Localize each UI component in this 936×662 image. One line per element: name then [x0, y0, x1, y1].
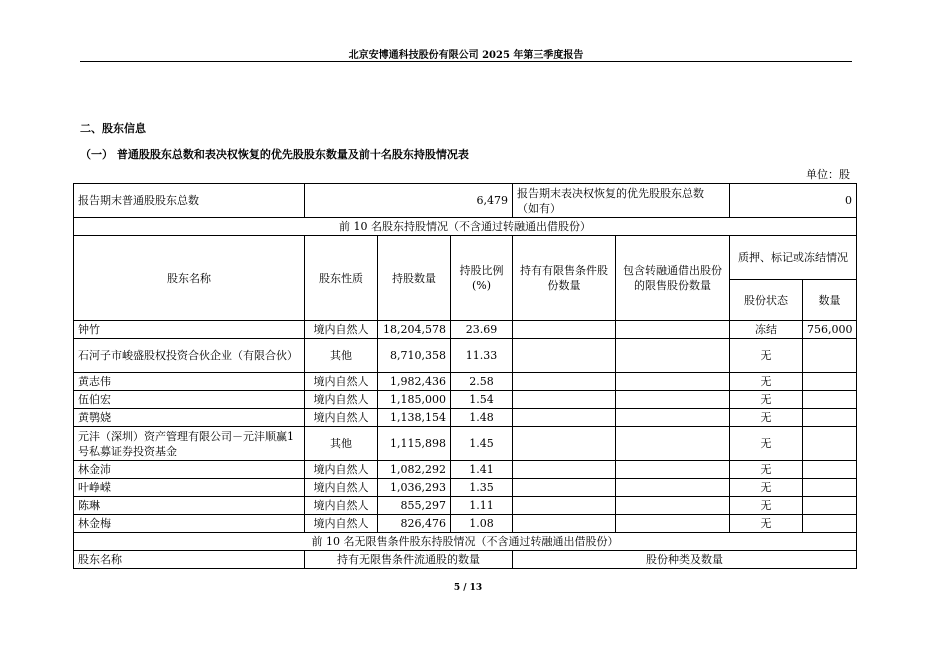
shareholder-ratio: 1.48 — [451, 409, 513, 427]
shareholder-lent — [616, 497, 730, 515]
shareholder-lent — [616, 339, 730, 373]
col-header-nature: 股东性质 — [305, 236, 378, 321]
col-header-lent: 包含转融通借出股份的限售股份数量 — [616, 236, 730, 321]
shareholder-lent — [616, 427, 730, 461]
shareholder-ratio: 1.11 — [451, 497, 513, 515]
shareholder-nature: 境内自然人 — [305, 373, 378, 391]
shareholder-nature: 其他 — [305, 339, 378, 373]
shareholder-shares: 18,204,578 — [378, 321, 451, 339]
col-header-pledge: 质押、标记或冻结情况 — [730, 236, 857, 280]
table-row — [74, 497, 857, 515]
pledge-status: 无 — [730, 373, 803, 391]
shareholder-ratio: 1.45 — [451, 427, 513, 461]
unrestricted-col-name: 股东名称 — [74, 551, 305, 569]
shareholder-shares: 1,036,293 — [378, 479, 451, 497]
pledge-qty — [803, 373, 857, 391]
col-header-ratio: 持股比例(%) — [451, 236, 513, 321]
table-row — [74, 427, 857, 461]
pledge-qty — [803, 391, 857, 409]
unrestricted-caption: 前 10 名无限售条件股东持股情况（不含通过转融通出借股份） — [74, 533, 857, 551]
pledge-qty: 756,000 — [803, 321, 857, 339]
shareholder-ratio: 1.41 — [451, 461, 513, 479]
unit-label: 单位：股 — [806, 168, 850, 181]
shareholder-shares: 1,138,154 — [378, 409, 451, 427]
shareholder-name: 钟竹 — [74, 321, 305, 339]
pledge-qty — [803, 339, 857, 373]
pledge-qty — [803, 479, 857, 497]
shareholder-nature: 境内自然人 — [305, 479, 378, 497]
pledge-status: 无 — [730, 339, 803, 373]
shareholder-nature: 境内自然人 — [305, 409, 378, 427]
top10-header-row — [74, 236, 857, 280]
shareholder-lent — [616, 321, 730, 339]
shareholder-ratio: 1.54 — [451, 391, 513, 409]
shareholder-name: 叶峥嵘 — [74, 479, 305, 497]
total-common-holders-value: 6,479 — [305, 184, 513, 218]
shareholder-name: 林金沛 — [74, 461, 305, 479]
table-row — [74, 409, 857, 427]
shareholder-nature: 境内自然人 — [305, 321, 378, 339]
shareholder-nature: 其他 — [305, 427, 378, 461]
shareholder-name: 黄志伟 — [74, 373, 305, 391]
unrestricted-col-type: 股份种类及数量 — [513, 551, 857, 569]
shareholder-nature: 境内自然人 — [305, 461, 378, 479]
table-row — [74, 321, 857, 339]
shareholder-restricted — [513, 339, 616, 373]
pledge-status: 冻结 — [730, 321, 803, 339]
shareholder-shares: 8,710,358 — [378, 339, 451, 373]
pledge-qty — [803, 497, 857, 515]
col-header-shares: 持股数量 — [378, 236, 451, 321]
page-number: 5 / 13 — [453, 583, 483, 593]
shareholder-restricted — [513, 373, 616, 391]
col-header-restricted: 持有有限售条件股份数量 — [513, 236, 616, 321]
shareholder-nature: 境内自然人 — [305, 391, 378, 409]
pledge-status: 无 — [730, 391, 803, 409]
shareholder-lent — [616, 373, 730, 391]
shareholder-restricted — [513, 515, 616, 533]
shareholder-name: 黄鹗娆 — [74, 409, 305, 427]
pledge-qty — [803, 427, 857, 461]
pref-holders-value: 0 — [730, 184, 857, 218]
shareholder-restricted — [513, 497, 616, 515]
shareholder-name: 元沣（深圳）资产管理有限公司－元沣顺赢1 号私募证券投资基金 — [74, 427, 305, 461]
header-divider — [80, 61, 852, 62]
shareholder-ratio: 11.33 — [451, 339, 513, 373]
report-header-title: 北京安博通科技股份有限公司 2025 年第三季度报告 — [348, 50, 584, 61]
pledge-status: 无 — [730, 515, 803, 533]
table-row — [74, 515, 857, 533]
total-common-holders-label: 报告期末普通股股东总数 — [74, 184, 305, 218]
shareholder-restricted — [513, 409, 616, 427]
pledge-status: 无 — [730, 409, 803, 427]
shareholder-shares: 826,476 — [378, 515, 451, 533]
col-header-pledge-qty: 数量 — [803, 280, 857, 321]
shareholder-shares: 1,082,292 — [378, 461, 451, 479]
section-subtitle: （一） 普通股股东总数和表决权恢复的优先股股东数量及前十名股东持股情况表 — [80, 148, 469, 161]
unrestricted-col-shares: 持有无限售条件流通股的数量 — [305, 551, 513, 569]
top10-caption: 前 10 名股东持股情况（不含通过转融通出借股份） — [74, 218, 857, 236]
table-row — [74, 461, 857, 479]
pledge-qty — [803, 409, 857, 427]
shareholder-name: 陈琳 — [74, 497, 305, 515]
shareholder-lent — [616, 515, 730, 533]
unrestricted-header-row — [74, 551, 857, 569]
shareholder-restricted — [513, 321, 616, 339]
shareholder-name: 石河子市峻盛股权投资合伙企业（有限合伙） — [74, 339, 305, 373]
pref-holders-label: 报告期末表决权恢复的优先股股东总数（如有） — [513, 184, 730, 218]
col-header-pledge-status: 股份状态 — [730, 280, 803, 321]
shareholder-shares: 1,185,000 — [378, 391, 451, 409]
pledge-status: 无 — [730, 461, 803, 479]
pledge-status: 无 — [730, 427, 803, 461]
shareholder-name: 伍伯宏 — [74, 391, 305, 409]
shareholder-lent — [616, 409, 730, 427]
pledge-status: 无 — [730, 497, 803, 515]
shareholder-restricted — [513, 479, 616, 497]
pledge-qty — [803, 461, 857, 479]
shareholder-table — [73, 183, 857, 569]
table-row — [74, 479, 857, 497]
pledge-qty — [803, 515, 857, 533]
shareholder-restricted — [513, 427, 616, 461]
col-header-name: 股东名称 — [74, 236, 305, 321]
table-row — [74, 339, 857, 373]
shareholder-ratio: 1.35 — [451, 479, 513, 497]
shareholder-name: 林金梅 — [74, 515, 305, 533]
shareholder-nature: 境内自然人 — [305, 515, 378, 533]
shareholder-shares: 855,297 — [378, 497, 451, 515]
shareholder-shares: 1,982,436 — [378, 373, 451, 391]
shareholder-lent — [616, 391, 730, 409]
shareholder-lent — [616, 461, 730, 479]
shareholder-restricted — [513, 461, 616, 479]
summary-row — [74, 184, 857, 218]
section-title: 二、股东信息 — [80, 122, 146, 135]
table-row — [74, 373, 857, 391]
shareholder-lent — [616, 479, 730, 497]
pledge-status: 无 — [730, 479, 803, 497]
shareholder-shares: 1,115,898 — [378, 427, 451, 461]
shareholder-restricted — [513, 391, 616, 409]
shareholder-nature: 境内自然人 — [305, 497, 378, 515]
shareholder-ratio: 1.08 — [451, 515, 513, 533]
shareholder-ratio: 2.58 — [451, 373, 513, 391]
shareholder-ratio: 23.69 — [451, 321, 513, 339]
table-row — [74, 391, 857, 409]
